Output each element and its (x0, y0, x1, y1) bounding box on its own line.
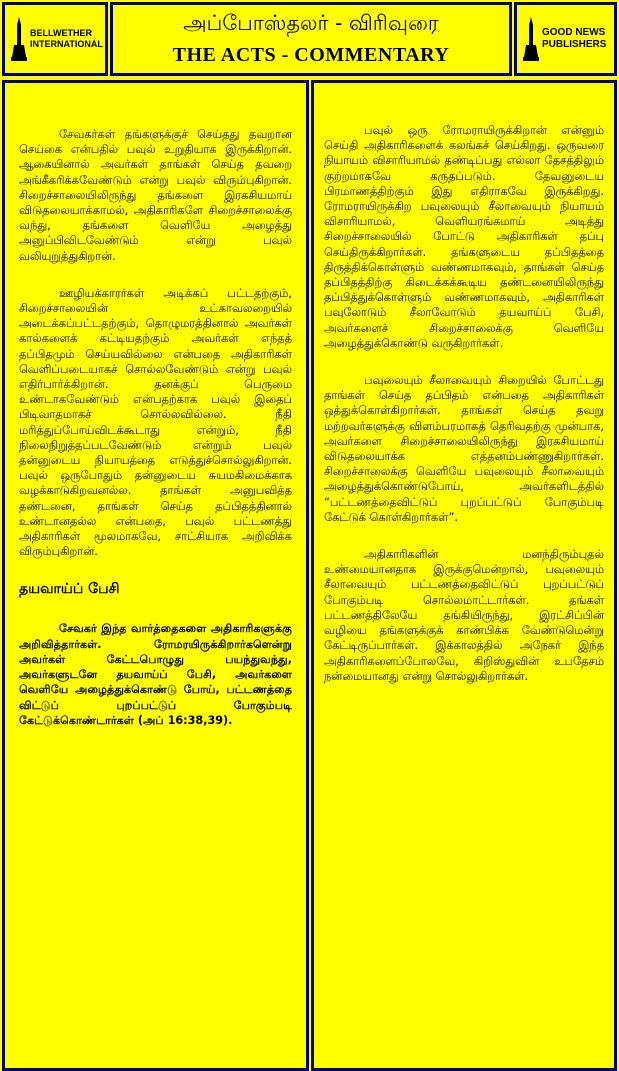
left-column (2, 80, 309, 1071)
tower-icon (523, 17, 539, 61)
scripture-quote: சேவகர் இந்த வார்த்தைகளை அதிகாரிகளுக்கு அறிவித்தார்கள். ரோமரயிருக்கிறார்களென்று அவர்கள் கேட்டபொழுது பயந்துவந்து, அவர்களுடனே தயவாய்ப் பேசி, அவர்களை வெளியே அழைத்துக்கொண்டு போய், பட்டணத்தை விட்டுப் புறப்பட்டுப் போகும்படி கேட்டுக்கொண்டார்கள் (அப் 16:38,39). (19, 622, 292, 727)
right-column (311, 80, 617, 1071)
logo-left-line2: INTERNATIONAL (30, 39, 103, 49)
logo-right-line2: PUBLISHERS (542, 39, 607, 50)
page-title-english: THE ACTS - COMMENTARY (172, 44, 450, 66)
page-header (0, 0, 619, 80)
bellwether-logo (2, 2, 108, 76)
page-title-tamil: அப்போஸ்தலர் - விரிவுரை (183, 11, 439, 35)
logo-right-line1: GOOD NEWS (542, 27, 606, 38)
logo-left-line1: BELLWETHER (30, 28, 92, 38)
section-subheading: தயவாய்ப் பேசி (19, 581, 120, 598)
left-paragraph-2: ஊழியக்காரர்கள் அடிக்கப் பட்டதற்கும், சிறைச்சாலையின் உட்காவலறையில் அடைக்கப்பட்டதற்கும், தொழுமரத்தினால் அவர்கள் கால்களைக் கட்டியதற்கும் அவர்கள் எந்தத் தப்பிதமும் செய்யவில்லை என்பதை அதிகாரிகள் வெளிப்படையாகச் சொல்லவேண்டும் என்று பவுல் எதிர்பார்க்கிறான். தனக்குப் பெருமை உண்டாகவேண்டும் என்பதற்காக பவுல் இதைப் பிடிவாதமாகச் சொல்லவில்லை. நீதி மரித்துப்போய்விடக்கூடாது என்றும், நீதி நிலைநிறுத்தப்படவேண்டும் என்றும் பவுல் தன்னுடைய நியாயத்தை எடுத்துச்சொல்லுகிறான். பவுல் ஒருபோதும் தன்னுடைய சுயமகிமைக்காக வழக்காடுகிறவனல்ல. தாங்கள் அனுபவித்த தண்டனை, தாங்கள் செய்த தப்பிதத்தினால் உண்டானதல்ல என்பதை, பவுல் பட்டணத்து அதிகாரிகள் மூலமாகவே, சாட்சியாக அறிவிக்க விரும்புகிறான். (19, 285, 292, 559)
right-paragraph-2: பவுலையும் சீலாவையும் சிறையில் போட்டது தாங்கள் செய்த தப்பிதம் என்பதை அதிகாரிகள் ஒத்துக்கொள்கிறார்கள். தாங்கள் செய்த தவறு மற்றவர்களுக்கு விளம்பரமாகத் தெரிவதற்கு முன்பாக, அவர்களை சிறைச்சாலையிலிருந்து இரகசியமாய் விடுதலையாக்க எத்தனம்பண்ணுகிறார்கள். சிறைச்சாலைக்கு வெளியே பவுலையும் சீலாவையும் அழைத்துக்கொண்டுபோய், அவர்களிடத்தில் “பட்டணத்தைவிட்டுப் புறப்பட்டுப் போகும்படி கேட்டுக் கொள்கிறார்கள்”. (324, 373, 604, 524)
title-box (110, 2, 512, 76)
good-news-logo (514, 2, 617, 76)
tower-icon (11, 17, 27, 61)
right-paragraph-1: பவுல் ஒரு ரோமராயிருக்கிறான் என்னும் செய்தி அதிகாரிகளைக் கலங்கச் செய்கிறது. ஒருவரை நியாயம் விசாரியாமல் தண்டிப்பது எல்லா தேசத்திலும் குற்றமாகவே கருதப்படும். தேவனுடைய பிரமாணத்திற்கும் இது எதிராகவே இருக்கிறது. ரோமராயிருக்கிற பவுலையும் சீலாவையும் நியாயம் விசாரியாமல், வெளியரங்கமாய் அடித்து சிறைச்சாலையில் போட்டு அதிகாரிகள் தப்பு செய்திருக்கிறார்கள். தங்களுடைய தப்பிதத்தை திருத்திக்கொள்ளும் வண்ணமாகவும், தாங்கள் செய்த தப்பிதத்திற்கு கிடைக்கக்கூடிய தண்டனையிலிருந்து தப்பித்துக்கொள்ளும் வண்ணமாகவும், அதிகாரிகள் பவுலோடும் சீலாவோடும் தயவாய்ப் பேசி, அவர்களைச் சிறைச்சாலைக்கு வெளியே அழைத்துக்கொண்டு வருகிறார்கள். (324, 123, 604, 350)
left-paragraph-1: சேவகர்கள் தங்களுக்குச் செய்தது தவறான செய்கை என்பதில் பவுல் உறுதியாக இருக்கிறான். ஆகையினால் அவர்கள் தாங்கள் செய்த தவறை அங்கீகரிக்கவேண்டும் என்று பவுல் விரும்புகிறான். சிறைச்சாலையிலிருந்து தங்களை இரகசியமாய் விடுதலையாக்காமல், அதிகாரிகளே சிறைச்சாலைக்கு வந்து, தங்களை வெளியே அழைத்து அனுப்பிவிடவேண்டும் என்று பவுல் வலியுறுத்துகிறான். (19, 127, 292, 263)
right-paragraph-3: அதிகாரிகளின் மனந்திரும்புதல் உண்மையானதாக இருக்குமென்றால், பவுலையும் சீலாவையும் பட்டணத்தைவிட்டுப் புறப்பட்டுப் போகும்படி சொல்லமாட்டார்கள். தங்கள் பட்டணத்திலேயே தங்கியிருந்து, இரட்சிப்பின் வழியை தங்களுக்குக் காண்பிக்க வேண்டுமென்று கேட்டிருப்பார்கள். இக்காலத்தில் அநேகர் இந்த அதிகாரிகளைப்போலவே, கிறிஸ்துவின் உபதேசம் நன்மையானது என்று சொல்லுகிறார்கள். (324, 547, 604, 683)
